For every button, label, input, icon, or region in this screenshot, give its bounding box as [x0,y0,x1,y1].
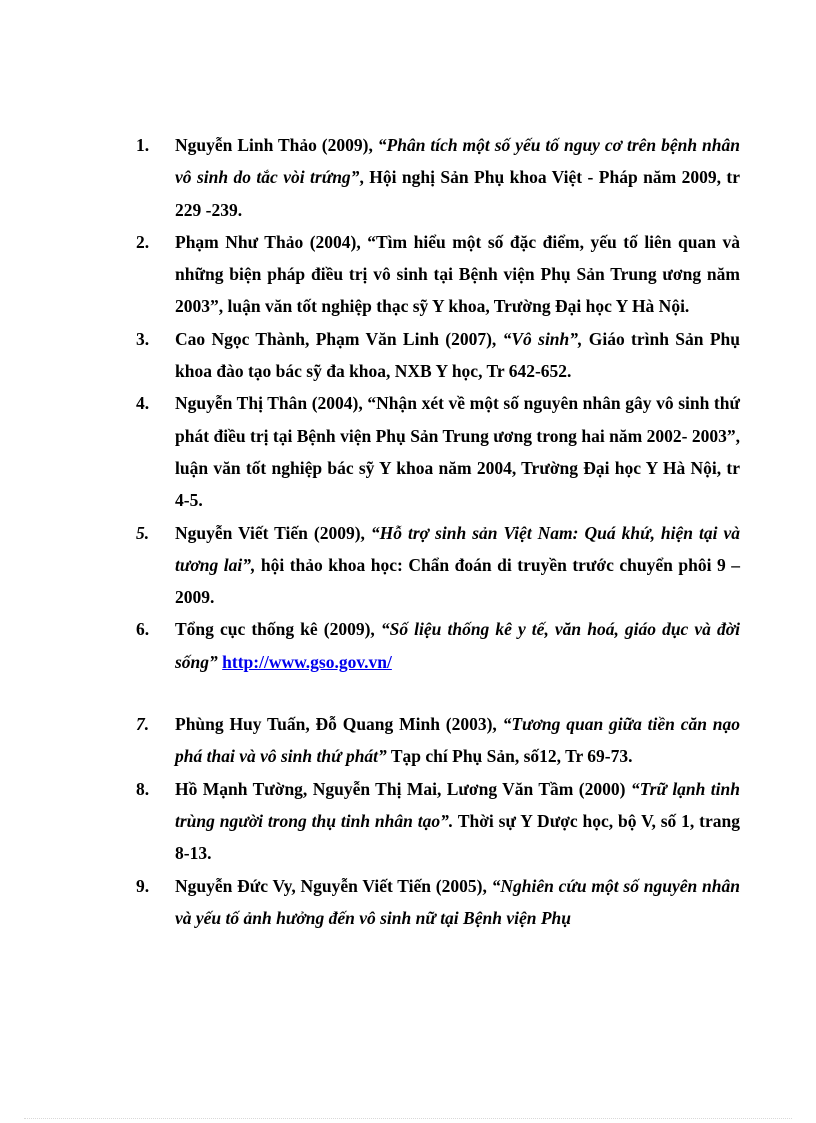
reference-title-italic: “Nghiên cứu một số nguyên nhân và yếu tố ảnh hưởng đến vô sinh nữ tại Bệnh viện Phụ [175,875,740,928]
reference-text: Hồ Mạnh Tường, Nguyễn Thị Mai, Lương Văn Tầm (2000) [175,778,631,799]
reference-url-link[interactable]: http://www.gso.gov.vn/ [222,651,392,672]
reference-text: Phạm Như Thảo (2004), “Tìm hiểu một số đặc điểm, yếu tố liên quan và những biện pháp điều trị vô sinh tại Bệnh viện Phụ Sản Trung ương năm 2003”, luận văn tốt nghiệp thạc sỹ Y khoa, Trường Đại học Y Hà Nội. [175,231,740,317]
reference-text: Thời sự Y Dược học, bộ V, số 1, trang 8-13. [175,810,740,864]
reference-number: 3. [136,328,150,349]
reference-title-italic: “Trữ lạnh tinh trùng người trong thụ tinh nhân tạo”. [175,778,740,831]
reference-item [136,226,740,323]
reference-item [136,129,740,226]
reference-title-italic: “Tương quan giữa tiền căn nạo phá thai và vô sinh thứ phát” [175,714,740,767]
reference-title-italic: “Phân tích một số yếu tố nguy cơ trên bệnh nhân vô sinh do tắc vòi trứng” [175,135,740,188]
reference-title-italic: “Vô sinh”, [502,328,583,349]
reference-item [136,870,740,935]
reference-number: 2. [136,231,150,252]
reference-number: 5. [136,522,150,543]
reference-item [136,387,740,516]
reference-list [136,129,740,934]
reference-number: 6. [136,619,150,640]
reference-number: 4. [136,393,150,414]
reference-item [136,323,740,388]
reference-text: Tổng cục thống kê (2009), [175,619,381,640]
reference-number: 8. [136,778,150,799]
reference-number: 9. [136,875,150,896]
reference-item [136,708,740,773]
reference-item [136,517,740,614]
reference-text: Cao Ngọc Thành, Phạm Văn Linh (2007), [175,328,503,349]
reference-title-italic: “Hỗ trợ sinh sản Việt Nam: Quá khứ, hiện tại và tương lai”, [175,522,740,575]
page-bottom-divider [24,1118,792,1119]
reference-item [136,613,740,678]
reference-text: Tạp chí Phụ Sản, số12, Tr 69-73. [386,746,633,767]
reference-number: 7. [136,714,150,735]
reference-text: , Hội nghị Sản Phụ khoa Việt - Pháp năm 2009, tr 229 -239. [175,167,741,220]
reference-text: Giáo trình Sản Phụ khoa đào tạo bác sỹ đa khoa, NXB Y học, Tr 642-652. [175,328,740,382]
reference-text: Nguyễn Viết Tiến (2009), [175,522,371,543]
reference-text: Phùng Huy Tuấn, Đỗ Quang Minh (2003), [175,714,503,735]
reference-item [136,773,740,870]
reference-text: hội thảo khoa học: Chẩn đoán di truyền trước chuyển phôi 9 – 2009. [175,554,740,608]
reference-text: Nguyễn Linh Thảo (2009), [175,135,378,155]
reference-title-italic: “Số liệu thống kê y tế, văn hoá, giáo dục và đời sống” [175,619,740,672]
reference-text: Nguyễn Thị Thân (2004), “Nhận xét về một số nguyên nhân gây vô sinh thứ phát điều trị tại Bệnh viện Phụ Sản Trung ương trong hai năm 2002- 2003”, luận văn tốt nghiệp bác sỹ Y khoa năm 2004, Trường Đại học Y Hà Nội, tr 4-5. [175,393,740,511]
reference-number: 1. [136,135,150,155]
reference-text: Nguyễn Đức Vy, Nguyễn Viết Tiến (2005), [175,875,492,896]
